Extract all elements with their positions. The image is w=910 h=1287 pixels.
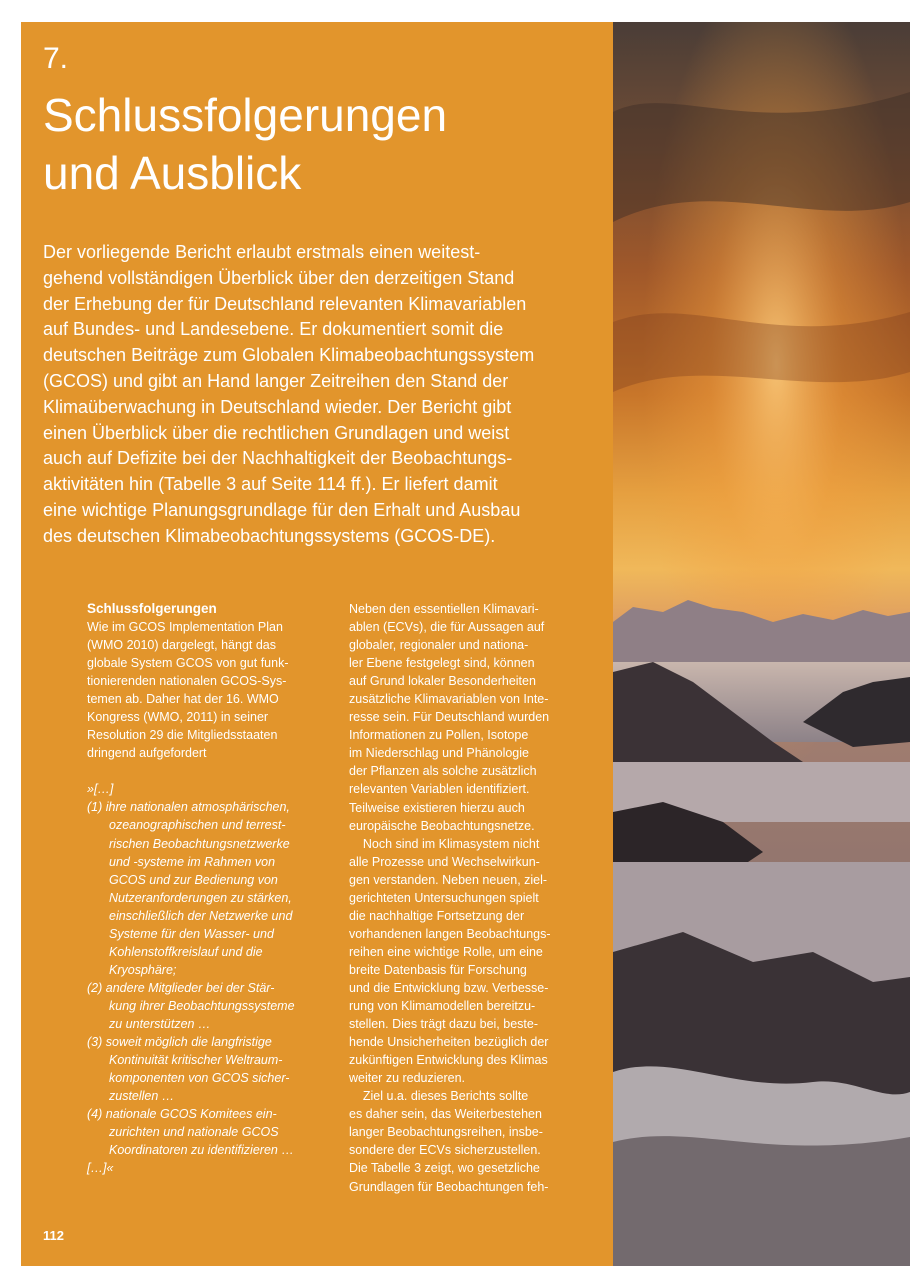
section-heading: Schlussfolgerungen <box>87 601 217 616</box>
body-line: gen verstanden. Neben neuen, ziel- <box>349 872 548 887</box>
quote-item-3 <box>87 1033 332 1105</box>
lead-paragraph <box>43 240 603 550</box>
quote-line <box>87 1033 332 1051</box>
item-marker: (4) <box>87 1107 103 1122</box>
quote-line: einschließlich der Netzwerke und <box>109 908 293 923</box>
quote-line: Koordinatoren zu identifizieren … <box>109 1143 294 1158</box>
body-line: globaler, regionaler und nationa- <box>349 638 529 653</box>
lead-line: der Erhebung der für Deutschland relevanten Klimavariablen <box>43 293 527 314</box>
quote-line: ozeanographischen und terrest- <box>109 818 286 833</box>
body-line: die nachhaltige Fortsetzung der <box>349 908 525 923</box>
body-line: Teilweise existieren hierzu auch <box>349 800 525 815</box>
body-line: und die Entwicklung bzw. Verbesse- <box>349 980 549 995</box>
body-line: Kongress (WMO, 2011) in seiner <box>87 710 269 725</box>
quote-line: Systeme für den Wasser- und <box>109 926 274 941</box>
quote-line: zurichten und nationale GCOS <box>109 1125 279 1140</box>
body-line: gerichteten Untersuchungen spielt <box>349 890 539 905</box>
quote-line: GCOS und zur Bedienung von <box>109 872 278 887</box>
lead-line: gehend vollständigen Überblick über den derzeitigen Stand <box>43 267 515 288</box>
body-line: relevanten Variablen identifiziert. <box>349 782 530 797</box>
quote-text: soweit möglich die langfristige <box>105 1035 272 1050</box>
body-line: Resolution 29 die Mitgliedsstaaten <box>87 728 278 743</box>
body-line: ler Ebene festgelegt sind, können <box>349 656 535 671</box>
lead-line: Klimaüberwachung in Deutschland wieder. Der Bericht gibt <box>43 396 512 417</box>
quote-item-2 <box>87 979 332 1033</box>
quote-line <box>87 798 332 816</box>
lead-line: (GCOS) und gibt an Hand langer Zeitreihen den Stand der <box>43 370 509 391</box>
quote-line: Kryosphäre; <box>109 962 177 977</box>
body-line: der Pflanzen als solche zusätzlich <box>349 764 537 779</box>
quote-open: »[…] <box>87 782 114 797</box>
spacer <box>87 762 332 780</box>
column-left <box>87 600 332 1177</box>
body-line: dringend aufgefordert <box>87 746 207 761</box>
lead-line: auf Bundes- und Landesebene. Er dokumentiert somit die <box>43 319 504 340</box>
body-line: im Niederschlag und Phänologie <box>349 746 529 761</box>
lead-line: eine wichtige Planungsgrundlage für den Erhalt und Ausbau <box>43 499 521 520</box>
text-panel <box>21 22 613 1266</box>
item-marker: (3) <box>87 1035 103 1050</box>
body-line: langer Beobachtungsreihen, insbe- <box>349 1125 543 1140</box>
lead-line: auch auf Defizite bei der Nachhaltigkeit der Beobachtungs- <box>43 448 513 469</box>
quote-text: andere Mitglieder bei der Stär- <box>105 980 275 995</box>
body-line: alle Prozesse und Wechselwirkun- <box>349 854 540 869</box>
body-line: weiter zu reduzieren. <box>349 1071 466 1086</box>
quote-line: Nutzeranforderungen zu stärken, <box>109 890 292 905</box>
chapter-title-line: und Ausblick <box>43 147 302 199</box>
quote-close: […]« <box>87 1161 114 1176</box>
item-marker: (1) <box>87 800 103 815</box>
body-line: rung von Klimamodellen bereitzu- <box>349 999 536 1014</box>
column-right <box>349 600 597 1196</box>
quote-line: Kohlenstoffkreislauf und die <box>109 944 263 959</box>
body-line: Wie im GCOS Implementation Plan <box>87 620 283 634</box>
sunset-mountain-photo <box>613 22 910 1266</box>
body-line: europäische Beobachtungsnetze. <box>349 818 535 833</box>
page-number: 112 <box>43 1228 64 1243</box>
quote-text: ihre nationalen atmosphärischen, <box>105 800 290 815</box>
quote-line: kung ihrer Beobachtungssysteme <box>109 998 295 1013</box>
body-line: auf Grund lokaler Besonderheiten <box>349 674 536 689</box>
body-line: Ziel u.a. dieses Berichts sollte <box>349 1089 529 1104</box>
page <box>21 22 910 1266</box>
item-marker: (2) <box>87 980 103 995</box>
body-line: (WMO 2010) dargelegt, hängt das <box>87 638 276 653</box>
body-line: Die Tabelle 3 zeigt, wo gesetzliche <box>349 1161 540 1176</box>
body-line: zukünftigen Entwicklung des Klimas <box>349 1053 548 1068</box>
quote-text: nationale GCOS Komitees ein- <box>105 1107 277 1122</box>
quote-item-1 <box>87 798 332 978</box>
lead-line: Der vorliegende Bericht erlaubt erstmals einen weitest- <box>43 242 481 262</box>
body-line: hende Unsicherheiten bezüglich der <box>349 1035 549 1050</box>
body-line: Noch sind im Klimasystem nicht <box>349 836 540 851</box>
body-line: Grundlagen für Beobachtungen feh- <box>349 1179 549 1194</box>
quote-line: zu unterstützen … <box>109 1016 211 1031</box>
body-line: vorhandenen langen Beobachtungs- <box>349 926 551 941</box>
body-line: es daher sein, das Weiterbestehen <box>349 1107 542 1122</box>
chapter-number: 7. <box>43 42 69 75</box>
body-line: tionierenden nationalen GCOS-Sys- <box>87 674 287 689</box>
body-line: Informationen zu Pollen, Isotope <box>349 728 529 743</box>
body-line: temen ab. Daher hat der 16. WMO <box>87 692 279 707</box>
body-line: Neben den essentiellen Klimavari- <box>349 602 539 616</box>
body-line: sondere der ECVs sicherzustellen. <box>349 1143 541 1158</box>
body-line: ablen (ECVs), die für Aussagen auf <box>349 620 545 635</box>
quote-line: zustellen … <box>109 1089 175 1104</box>
lead-line: einen Überblick über die rechtlichen Grundlagen und weist <box>43 422 510 443</box>
lead-line: deutschen Beiträge zum Globalen Klimabeobachtungssystem <box>43 345 535 366</box>
body-line: globale System GCOS von gut funk- <box>87 656 289 671</box>
chapter-title <box>43 86 603 202</box>
quote-line: und -systeme im Rahmen von <box>109 854 276 869</box>
body-line: resse sein. Für Deutschland wurden <box>349 710 550 725</box>
foreground <box>613 1136 910 1266</box>
body-line: zusätzliche Klimavariablen von Inte- <box>349 692 549 707</box>
body-line: breite Datenbasis für Forschung <box>349 962 527 977</box>
body-line: reihen eine wichtige Rolle, um eine <box>349 944 543 959</box>
chapter-title-line: Schlussfolgerungen <box>43 89 448 141</box>
quote-line: komponenten von GCOS sicher- <box>109 1071 290 1086</box>
lead-line: aktivitäten hin (Tabelle 3 auf Seite 114 ff.). Er liefert damit <box>43 474 498 495</box>
body-line: stellen. Dies trägt dazu bei, beste- <box>349 1017 538 1032</box>
quote-line <box>87 1105 332 1123</box>
quote-line: Kontinuität kritischer Weltraum- <box>109 1053 283 1068</box>
quote-line: rischen Beobachtungsnetzwerke <box>109 836 290 851</box>
lead-line: des deutschen Klimabeobachtungssystems (GCOS-DE). <box>43 525 496 546</box>
quote-line <box>87 979 332 997</box>
quote-item-4 <box>87 1105 332 1159</box>
